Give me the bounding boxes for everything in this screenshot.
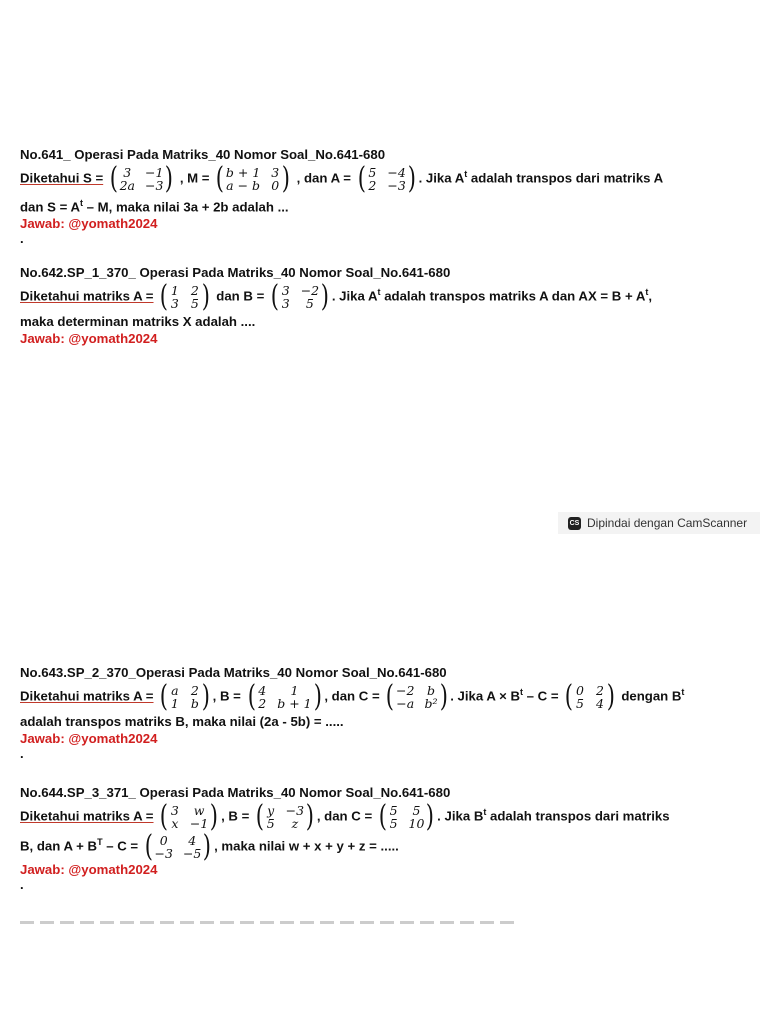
matrix-a: [158, 679, 211, 714]
matrix-grid: [170, 804, 208, 830]
matrix-a: [158, 279, 211, 314]
left-paren: (: [159, 799, 169, 834]
text: Diketahui matriks A =: [20, 808, 154, 824]
matrix-m: [214, 161, 292, 196]
matrix-cell: 3: [271, 165, 280, 180]
text: Diketahui matriks A =: [20, 688, 154, 704]
matrix-grid: [281, 284, 319, 310]
matrix-cell: 10: [408, 816, 425, 831]
question-title: No.643.SP_2_370_Operasi Pada Matriks_40 Nomor Soal_No.641-680: [20, 665, 447, 680]
question-642: [20, 265, 755, 346]
question-644: [20, 785, 755, 892]
matrix-cell: 2: [595, 683, 604, 698]
right-paren: ): [606, 679, 615, 714]
matrix-grid: [575, 684, 605, 710]
separator-dot: .: [20, 746, 24, 761]
question-title: No.642.SP_1_370_ Operasi Pada Matriks_40 Nomor Soal_No.641-680: [20, 265, 451, 280]
left-paren: (: [144, 829, 153, 864]
matrix-cell: −2: [300, 283, 320, 298]
matrix-cell: −1: [144, 165, 164, 180]
right-paren: ): [210, 799, 219, 834]
matrix-cell: −5: [182, 846, 202, 861]
matrix-cell: 5: [190, 296, 199, 311]
matrix-grid: [226, 166, 280, 192]
matrix-cell: 1: [170, 696, 179, 711]
cut-off-next-question: [20, 919, 520, 925]
separator-dot: .: [20, 877, 24, 892]
right-paren: ): [282, 161, 291, 196]
right-paren: ): [313, 679, 322, 714]
matrix-cell: 5: [305, 296, 314, 311]
left-paren: (: [109, 161, 118, 196]
right-paren: ): [305, 799, 315, 834]
matrix-cell: 3: [281, 283, 290, 298]
text: adalah transpos dari matriks A: [467, 170, 664, 186]
text: , maka nilai w + x + y + z = .....: [214, 838, 399, 854]
text: dan S = A: [20, 199, 80, 215]
matrix-cell: 1: [170, 283, 179, 298]
right-paren: ): [439, 679, 448, 714]
camscanner-text: Dipindai dengan CamScanner: [587, 516, 748, 530]
matrix-cell: 5: [389, 816, 398, 831]
matrix-cell: z: [291, 816, 299, 831]
matrix-cell: x: [171, 816, 179, 831]
superscript: t: [681, 687, 685, 698]
text: , dan A =: [296, 170, 352, 186]
question-line-2: adalah transpos matriks B, maka nilai (2a - 5b) = .....: [20, 714, 344, 729]
left-paren: (: [378, 799, 387, 834]
matrix-grid: [389, 804, 425, 830]
right-paren: ): [203, 829, 212, 864]
superscript: t: [519, 687, 523, 698]
answer-credit: Jawab: @yomath2024: [20, 862, 158, 877]
camscanner-watermark: [558, 512, 760, 534]
matrix-b: [246, 679, 324, 714]
text: . Jika A: [418, 170, 465, 186]
matrix-cell: 2: [258, 696, 267, 711]
matrix-grid: [266, 804, 304, 830]
text: . Jika A × B: [450, 688, 520, 704]
text: , B =: [212, 688, 241, 704]
text: – M, maka nilai 3a + 2b adalah ...: [82, 199, 289, 215]
matrix-b: [269, 279, 331, 314]
text: Diketahui S =: [20, 170, 104, 186]
matrix-cell: 4: [595, 696, 604, 711]
superscript: t: [377, 287, 381, 298]
matrix-cell: 4: [258, 683, 267, 698]
text: – C =: [522, 688, 559, 704]
matrix-cell: b + 1: [225, 165, 261, 180]
matrix-cell: b + 1: [277, 696, 312, 711]
matrix-cell: −a: [396, 696, 415, 711]
right-paren: ): [201, 279, 210, 314]
matrix-cell: 5: [412, 803, 421, 818]
matrix-cell: 3: [170, 296, 179, 311]
matrix-cell: 1: [290, 683, 299, 698]
left-paren: (: [159, 279, 169, 314]
left-paren: (: [357, 161, 366, 196]
superscript: T: [97, 837, 103, 848]
left-paren: (: [215, 161, 225, 196]
matrix-grid: [170, 284, 200, 310]
left-paren: (: [386, 679, 395, 714]
matrix-grid: [120, 166, 164, 192]
text: , M =: [179, 170, 210, 186]
text: dengan B: [617, 688, 682, 704]
answer-credit: Jawab: @yomath2024: [20, 731, 158, 746]
text: , B =: [221, 808, 250, 824]
matrix-cell: w: [193, 803, 205, 818]
matrix-grid: [155, 834, 202, 860]
right-paren: ): [165, 161, 174, 196]
matrix-cell: 2: [190, 283, 199, 298]
separator-dot: .: [20, 231, 24, 247]
matrix-cell: 2: [190, 683, 199, 698]
matrix-cell: 3: [123, 165, 132, 180]
right-paren: ): [201, 679, 210, 714]
left-paren: (: [255, 799, 264, 834]
matrix-cell: a − b: [226, 178, 261, 193]
right-paren: ): [407, 161, 416, 196]
camscanner-icon: CS: [568, 517, 581, 530]
matrix-cell: −3: [387, 178, 406, 193]
superscript: t: [483, 807, 487, 818]
matrix-cell: 0: [159, 833, 168, 848]
question-line-2: maka determinan matriks X adalah ....: [20, 314, 256, 329]
matrix-cell: 4: [188, 833, 197, 848]
matrix-b: [254, 799, 316, 834]
matrix-grid: [396, 684, 437, 710]
matrix-cell: 0: [575, 683, 584, 698]
matrix-cell: 2: [368, 178, 377, 193]
answer-credit: Jawab: @yomath2024: [20, 216, 158, 232]
left-paren: (: [564, 679, 574, 714]
matrix-c: [377, 799, 436, 834]
text: . Jika A: [331, 288, 378, 304]
superscript: t: [464, 169, 468, 180]
matrix-cell: 5: [266, 816, 275, 831]
question-line-1: [20, 799, 755, 834]
matrix-c: [384, 679, 449, 714]
text: ,: [648, 288, 653, 304]
matrix-result: [563, 679, 616, 714]
question-title: No.641_ Operasi Pada Matriks_40 Nomor Soal_No.641-680: [20, 147, 386, 162]
question-line-1: [20, 679, 755, 714]
matrix-cell: a: [171, 683, 179, 698]
matrix-grid: [257, 684, 311, 710]
text: B, dan A + B: [20, 838, 98, 854]
text: – C =: [102, 838, 139, 854]
left-paren: (: [270, 279, 279, 314]
text: , dan C =: [324, 688, 380, 704]
matrix-result: [143, 829, 213, 864]
answer-credit: Jawab: @yomath2024: [20, 331, 158, 346]
matrix-cell: 2a: [119, 178, 135, 193]
text: Diketahui matriks A =: [20, 288, 154, 304]
matrix-cell: 5: [389, 803, 398, 818]
matrix-cell: 3: [170, 803, 179, 818]
matrix-cell: −3: [154, 846, 173, 861]
matrix-cell: b²: [424, 696, 438, 711]
matrix-cell: −4: [387, 165, 406, 180]
matrix-cell: b: [426, 683, 435, 698]
matrix-cell: 0: [271, 178, 280, 193]
right-paren: ): [426, 799, 435, 834]
matrix-cell: y: [267, 803, 275, 818]
matrix-cell: b: [190, 696, 199, 711]
matrix-cell: −3: [285, 803, 305, 818]
matrix-grid: [367, 166, 405, 192]
matrix-cell: 3: [281, 296, 290, 311]
left-paren: (: [247, 679, 256, 714]
text: , dan C =: [316, 808, 373, 824]
text: adalah transpos matriks A dan AX = B + A: [380, 288, 646, 304]
matrix-cell: −2: [396, 683, 415, 698]
question-line-2: [20, 829, 755, 864]
matrix-a: [356, 161, 418, 196]
matrix-grid: [170, 684, 200, 710]
matrix-a: [158, 799, 220, 834]
superscript: t: [645, 287, 649, 298]
question-line-1: [20, 161, 755, 196]
question-641: [20, 147, 755, 246]
matrix-cell: 5: [368, 165, 377, 180]
question-line-1: [20, 279, 755, 314]
right-paren: ): [320, 279, 330, 314]
matrix-cell: −1: [189, 816, 209, 831]
text: . Jika B: [437, 808, 484, 824]
superscript: t: [79, 198, 83, 208]
question-title: No.644.SP_3_371_ Operasi Pada Matriks_40 Nomor Soal_No.641-680: [20, 785, 451, 800]
text: adalah transpos dari matriks: [486, 808, 670, 824]
question-643: [20, 665, 755, 761]
text: dan B =: [216, 288, 265, 304]
matrix-cell: −3: [144, 178, 164, 193]
question-line-2: [20, 194, 755, 216]
matrix-s: [108, 161, 175, 196]
matrix-cell: 5: [575, 696, 584, 711]
left-paren: (: [159, 679, 169, 714]
